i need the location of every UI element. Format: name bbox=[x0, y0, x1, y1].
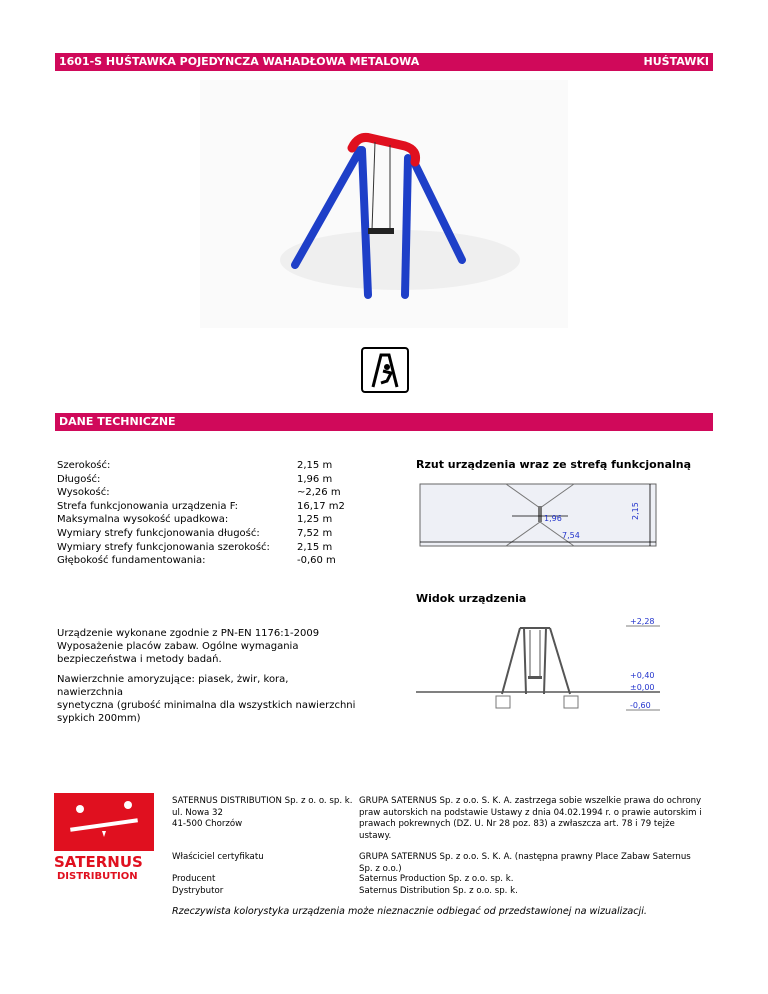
spec-value: ~2,26 m bbox=[297, 487, 341, 499]
logo-text-2: DISTRIBUTION bbox=[57, 871, 138, 881]
spec-label: Maksymalna wysokość upadkowa: bbox=[57, 514, 229, 526]
category-label: HUŚTAWKI bbox=[643, 55, 709, 68]
level-040: +0,40 bbox=[630, 671, 655, 680]
spec-row bbox=[57, 473, 345, 487]
cert-label: Właściciel certyfikatu bbox=[172, 852, 264, 862]
spec-label: Długość: bbox=[57, 473, 101, 485]
rights-notice: GRUPA SATERNUS Sp. z o.o. S. K. A. zastrzega sobie wszelkie prawa do ochrony praw autorskich na podstawie Ustawy z dnia 04.02.1994 r. o prawie autorskim i prawach pokrewnych (DZ. U. Nr 28 poz. 83) a zwłaszcza art. 78 i 79 tejże ustawy. bbox=[359, 796, 702, 841]
spec-label: Głębokość fundamentowania: bbox=[57, 555, 206, 567]
saternus-logo bbox=[54, 793, 154, 881]
spec-label: Wymiary strefy funkcjonowania długość: bbox=[57, 527, 260, 539]
title-bar bbox=[55, 53, 713, 71]
spec-value: 2,15 m bbox=[297, 541, 333, 553]
spec-row bbox=[57, 459, 345, 473]
spec-row bbox=[57, 500, 345, 514]
cert-value: GRUPA SATERNUS Sp. z o.o. S. K. A. (następna prawny Place Zabaw Saternus Sp. z o.o.) bbox=[359, 852, 691, 874]
spec-row bbox=[57, 527, 345, 541]
spec-value: -0,60 m bbox=[297, 555, 336, 567]
spec-label: Strefa funkcjonowania urządzenia F: bbox=[57, 500, 239, 512]
tech-section-title: DANE TECHNICZNE bbox=[59, 415, 176, 428]
disclaimer: Rzeczywista kolorystyka urządzenia może nieznacznie odbiegać od przedstawionej na wizualizacji. bbox=[172, 906, 647, 917]
spec-value: 2,15 m bbox=[297, 460, 333, 471]
tech-section-bar bbox=[55, 413, 713, 431]
distributor-value: Saternus Distribution Sp. z o.o. sp. k. bbox=[359, 886, 518, 896]
plan-dim-a: 1,96 bbox=[544, 514, 562, 523]
spec-list bbox=[57, 459, 345, 568]
view-diagram bbox=[416, 610, 664, 714]
logo-text-1: SATERNUS bbox=[54, 853, 143, 871]
surface-note: Nawierzchnie amoryzujące: piasek, żwir, kora, nawierzchnia synetyczna (grubość minimalna dla wszystkich nawierzchni sypkich 200mm) bbox=[57, 674, 356, 724]
spec-value: 7,52 m bbox=[297, 527, 333, 539]
spec-label: Wysokość: bbox=[57, 487, 110, 499]
product-image bbox=[200, 80, 568, 328]
plan-title: Rzut urządzenia wraz ze strefą funkcjonalną bbox=[416, 458, 692, 471]
spec-value: 1,96 m bbox=[297, 473, 333, 485]
spec-value: 1,25 m bbox=[297, 514, 333, 526]
plan-dim-b: 7,54 bbox=[562, 531, 580, 540]
swing-user-icon bbox=[361, 347, 409, 393]
spec-row bbox=[57, 541, 345, 555]
plan-diagram bbox=[416, 480, 660, 550]
spec-label: Wymiary strefy funkcjonowania szerokość: bbox=[57, 541, 270, 553]
level-000: ±0,00 bbox=[630, 683, 655, 692]
spec-value: 16,17 m2 bbox=[297, 500, 345, 512]
level-bottom: -0,60 bbox=[630, 701, 651, 710]
level-top: +2,28 bbox=[630, 617, 655, 626]
product-title: 1601-S HUŚTAWKA POJEDYNCZA WAHADŁOWA METALOWA bbox=[59, 55, 420, 68]
spec-row bbox=[57, 513, 345, 527]
pictogram bbox=[361, 347, 409, 393]
producer-value: Saternus Production Sp. z o.o. sp. k. bbox=[359, 874, 514, 884]
standard-note: Urządzenie wykonane zgodnie z PN-EN 1176:1-2009 Wyposażenie placów zabaw. Ogólne wymagania bezpieczeństwa i metody badań. bbox=[57, 628, 320, 665]
plan-dim-c: 2,15 bbox=[631, 502, 640, 520]
company-address: SATERNUS DISTRIBUTION Sp. z o. o. sp. k. ul. Nowa 32 41-500 Chorzów bbox=[172, 796, 353, 829]
spec-row bbox=[57, 554, 345, 568]
swing-illustration bbox=[200, 80, 568, 328]
spec-row bbox=[57, 486, 345, 500]
spec-label: Szerokość: bbox=[57, 460, 111, 471]
distributor-label: Dystrybutor bbox=[172, 886, 224, 896]
view-title: Widok urządzenia bbox=[416, 592, 527, 605]
producer-label: Producent bbox=[172, 874, 216, 884]
